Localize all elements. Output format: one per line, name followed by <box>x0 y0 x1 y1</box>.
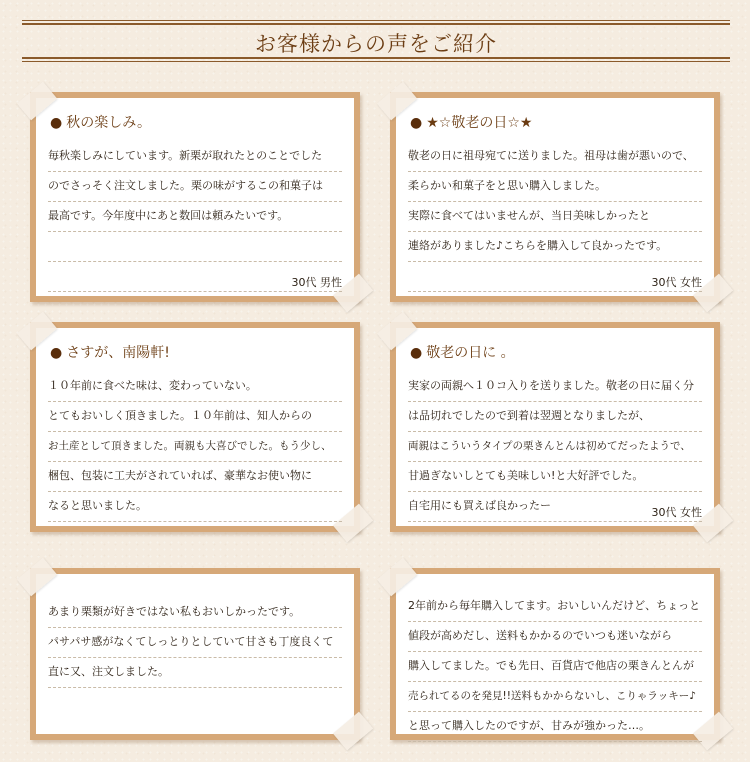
review-line: 実際に食べてはいませんが、当日美味しかったと <box>408 202 702 232</box>
tape-corner <box>17 558 57 597</box>
review-line: 実家の両親へ１０コ入りを送りました。敬老の日に届く分 <box>408 372 702 402</box>
review-line: 直に又、注文しました。 <box>48 658 342 688</box>
review-line: お土産として頂きました。両親も大喜びでした。もう少し、 <box>48 432 342 462</box>
review-text <box>48 372 342 522</box>
review-line: とてもおいしく頂きました。１０年前は、知人からの <box>48 402 342 432</box>
review-line: 甘過ぎないしとても美味しい!と大好評でした。 <box>408 462 702 492</box>
review-line: 梱包、包装に工夫がされていれば、豪華なお使い物に <box>48 462 342 492</box>
review-author: 30代 女性 <box>651 506 702 519</box>
review-card <box>390 322 720 532</box>
header-rule <box>22 61 730 62</box>
review-card <box>390 568 720 740</box>
review-line: と思って購入したのですが、甘みが強かった…。 <box>408 712 702 742</box>
bullet-icon: ● <box>50 115 63 131</box>
review-line <box>48 232 342 262</box>
review-title: ● 秋の楽しみ。 <box>50 115 152 131</box>
bullet-icon: ● <box>410 345 423 361</box>
bullet-icon: ● <box>410 115 423 131</box>
page-title: お客様からの声をご紹介 <box>255 32 497 56</box>
review-line: １０年前に食べた味は、変わっていない。 <box>48 372 342 402</box>
header-rule <box>22 57 730 59</box>
review-text <box>48 598 342 688</box>
review-card <box>390 92 720 302</box>
review-line: 自宅用にも買えば良かったー <box>408 492 702 522</box>
review-card <box>30 568 360 740</box>
review-line: 連絡がありました♪こちらを購入して良かったです。 <box>408 232 702 262</box>
review-line: 毎秋楽しみにしています。新栗が取れたとのことでした <box>48 142 342 172</box>
review-line: パサパサ感がなくてしっとりとしていて甘さも丁度良くて <box>48 628 342 658</box>
header-rule <box>22 23 730 25</box>
review-line: 敬老の日に祖母宛てに送りました。祖母は歯が悪いので、 <box>408 142 702 172</box>
tape-corner <box>333 712 373 751</box>
review-title: ● ★☆敬老の日☆★ <box>410 115 533 131</box>
review-card <box>30 92 360 302</box>
review-line: 最高です。今年度中にあと数回は頼みたいです。 <box>48 202 342 232</box>
review-line: 両親はこういうタイプの栗きんとんは初めてだったようで、 <box>408 432 702 462</box>
review-line: 2年前から毎年購入してます。おいしいんだけど、ちょっと <box>408 592 702 622</box>
review-text <box>408 142 702 292</box>
review-line: 購入してました。でも先日、百貨店で他店の栗きんとんが <box>408 652 702 682</box>
review-line: あまり栗類が好きではない私もおいしかったです。 <box>48 598 342 628</box>
review-line: 柔らかい和菓子をと思い購入しました。 <box>408 172 702 202</box>
tape-corner <box>377 558 417 597</box>
header-rule <box>22 20 730 21</box>
review-author: 30代 女性 <box>651 276 702 289</box>
review-line: 値段が高めだし、送料もかかるのでいつも迷いながら <box>408 622 702 652</box>
review-line: 売られてるのを発見!!送料もかからないし、こりゃラッキー♪ <box>408 682 702 712</box>
review-line: は品切れでしたので到着は翌週となりましたが、 <box>408 402 702 432</box>
review-line: なると思いました。 <box>48 492 342 522</box>
review-text <box>408 372 702 522</box>
review-card <box>30 322 360 532</box>
review-line: のでさっそく注文しました。栗の味がするこの和菓子は <box>48 172 342 202</box>
bullet-icon: ● <box>50 345 63 361</box>
review-author: 30代 男性 <box>291 276 342 289</box>
review-text <box>408 592 702 742</box>
section-header <box>22 20 730 62</box>
review-title: ● さすが、南陽軒! <box>50 345 170 361</box>
review-text <box>48 142 342 292</box>
review-title: ● 敬老の日に 。 <box>410 345 515 361</box>
